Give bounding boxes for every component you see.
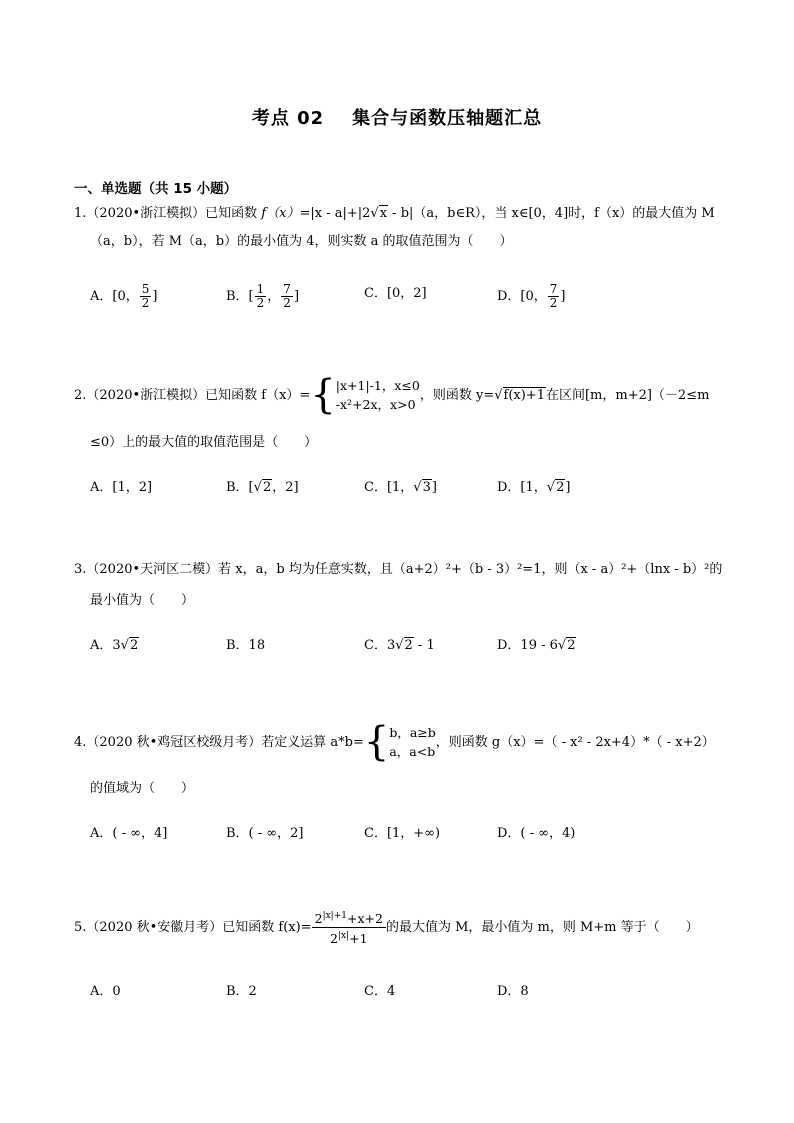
q3-option-c-radicand: 2	[404, 638, 413, 653]
q5-intro: 5.（2020 秋•安徽月考）已知函数 f(x)=	[74, 920, 312, 936]
q1-option-d-label: D．[0，	[497, 289, 547, 304]
question-3-line-2: 最小值为（ ）	[90, 593, 195, 608]
q1-option-b-tail: ]	[293, 289, 300, 304]
q3-option-a-pre: A．3	[90, 638, 121, 653]
q2-case-2: -x²+2x，x>0	[335, 397, 416, 412]
q1-option-d-num: 7	[549, 282, 558, 296]
q1-intro: 1.（2020•浙江模拟）已知函数	[74, 206, 258, 221]
q1-option-a-fraction	[140, 283, 152, 310]
question-5-line-1	[74, 908, 699, 948]
q2-case-1: |x+1|-1，x≤0	[335, 378, 420, 393]
q1-option-d-den: 2	[549, 296, 558, 310]
q1-option-b-den-2: 2	[283, 296, 291, 310]
question-3-line-1: 3.（2020•天河区二模）若 x，a，b 均为任意实数，且（a+2）²+（b - 3）²=1，则（x - a）²+（lnx - b）²的	[74, 562, 723, 577]
q2-option-c[interactable]	[364, 479, 437, 497]
q1-eq: =|x - a|+|2	[299, 206, 371, 221]
q1-option-a-den: 2	[141, 296, 150, 310]
q3-option-a[interactable]	[90, 637, 139, 655]
q4-piecewise	[363, 719, 436, 765]
q3-option-d-sqrt: √2	[557, 638, 576, 653]
q2-intro: 2.（2020•浙江模拟）已知函数 f（x）=	[74, 387, 311, 403]
question-4-line-1	[74, 719, 715, 765]
q2-sqrt: √f(x)+1	[494, 387, 545, 403]
q5-fraction	[312, 908, 386, 947]
q4-tail: ，则函数 g（x）=（ - x² - 2x+4）*（ - x+2）	[435, 734, 715, 750]
q2-piecewise	[310, 372, 420, 418]
q2-option-c-post: ]	[431, 480, 437, 495]
q3-option-a-sqrt: √2	[120, 638, 139, 653]
q3-option-a-radicand: 2	[129, 638, 139, 653]
q4-cases	[389, 723, 435, 761]
q2-option-b-radicand: 2	[262, 480, 272, 495]
q2-sqrt-radicand: f(x)+1	[503, 387, 545, 403]
q3-option-c-pre: C．3	[364, 638, 396, 653]
q3-option-b[interactable]: B．18	[226, 638, 266, 653]
q1-option-c[interactable]: C．[0，2]	[364, 286, 427, 301]
q2-option-c-pre: C．[1，	[364, 480, 414, 495]
q4-option-a[interactable]: A．( - ∞，4]	[90, 826, 168, 841]
q1-option-d[interactable]	[497, 283, 566, 310]
q4-brace-icon: {	[363, 719, 390, 765]
q4-case-1: b，a≥b	[389, 725, 436, 740]
q2-cases	[336, 376, 420, 414]
q2-option-b-post: ，2]	[272, 480, 299, 495]
page-title	[0, 104, 794, 130]
q2-option-d-post: ]	[565, 480, 571, 495]
q2-option-d[interactable]	[497, 479, 570, 497]
q1-option-b-den-1: 2	[256, 296, 265, 310]
q4-option-c[interactable]: C．[1，+∞)	[364, 826, 441, 841]
q4-option-d[interactable]: D．( - ∞，4)	[497, 826, 576, 841]
q2-option-c-radicand: 3	[422, 480, 431, 495]
q1-sqrt-radicand: x	[379, 206, 388, 221]
q1-function: f（x）	[261, 206, 300, 221]
q3-option-c-post: - 1	[413, 638, 435, 653]
q1-option-a[interactable]	[90, 283, 157, 310]
q5-option-b[interactable]: B．2	[226, 984, 257, 999]
q2-option-b[interactable]	[226, 479, 299, 497]
q1-option-b-fraction-1	[255, 283, 267, 310]
q1-option-b-num-1: 1	[256, 282, 265, 296]
q1-option-b-label: B．[	[226, 289, 254, 304]
q1-option-a-label: A．[0，	[90, 289, 139, 304]
q2-brace-icon: {	[310, 372, 336, 418]
section-heading: 一、单选题（共 15 小题）	[74, 181, 238, 197]
q4-option-b[interactable]: B．( - ∞，2]	[226, 826, 304, 841]
q2-option-b-sqrt: √2	[253, 480, 272, 495]
q2-tail: 在区间[m，m+2]（－2≤m	[545, 387, 710, 403]
q5-numerator: $2^{|x|+1}+x+2$	[312, 908, 386, 928]
title-main: 集合与函数压轴题汇总	[352, 108, 543, 129]
q3-option-c-sqrt: √2	[395, 638, 413, 653]
q4-case-2: a，a<b	[389, 744, 436, 759]
q1-option-a-tail: ]	[152, 289, 158, 304]
question-2-line-1	[74, 372, 710, 418]
q2-option-d-pre: D．[1，	[497, 480, 547, 495]
q2-option-d-sqrt: √2	[546, 480, 565, 495]
question-1-line-1	[74, 205, 715, 223]
q1-option-b-fraction-2	[281, 283, 293, 310]
q3-option-d[interactable]	[497, 637, 576, 655]
q1-option-b[interactable]	[226, 283, 299, 310]
q1-option-b-num-2: 7	[283, 282, 291, 296]
q3-option-d-pre: D．19 - 6	[497, 638, 558, 653]
question-1-line-2: （a，b），若 M（a，b）的最小值为 4，则实数 a 的取值范围为（ ）	[90, 234, 513, 249]
q2-option-b-pre: B．[	[226, 480, 254, 495]
q1-sqrt: √x	[370, 206, 388, 221]
question-2-line-2: ≤0）上的最大值的取值范围是（ ）	[90, 435, 318, 450]
q1-option-a-num: 5	[141, 282, 150, 296]
q5-option-a[interactable]: A．0	[90, 984, 121, 999]
q2-option-c-sqrt: √3	[413, 480, 431, 495]
q1-option-d-tail: ]	[560, 289, 566, 304]
q2-option-a[interactable]: A．[1，2]	[90, 480, 153, 495]
q1-option-d-fraction	[548, 283, 560, 310]
q5-option-d[interactable]: D．8	[497, 984, 529, 999]
q2-option-d-radicand: 2	[556, 480, 565, 495]
q1-tail: - b|（a，b∈R），当 x∈[0，4]时，f（x）的最大值为 M	[388, 206, 715, 221]
q5-denominator: $2^{|x|}+1$	[330, 931, 368, 947]
q4-intro: 4.（2020 秋•鸡冠区校级月考）若定义运算 a*b=	[74, 734, 364, 750]
q5-tail: 的最大值为 M，最小值为 m，则 M+m 等于（ ）	[385, 920, 699, 936]
q3-option-c[interactable]	[364, 637, 435, 655]
q3-option-d-radicand: 2	[567, 638, 576, 653]
q1-option-b-sep: ，	[267, 289, 281, 304]
q2-mid: ，则函数 y=	[419, 387, 495, 403]
q5-option-c[interactable]: C．4	[364, 984, 396, 999]
question-4-line-2: 的值域为（ ）	[90, 781, 195, 796]
title-prefix: 考点 02	[251, 108, 325, 129]
